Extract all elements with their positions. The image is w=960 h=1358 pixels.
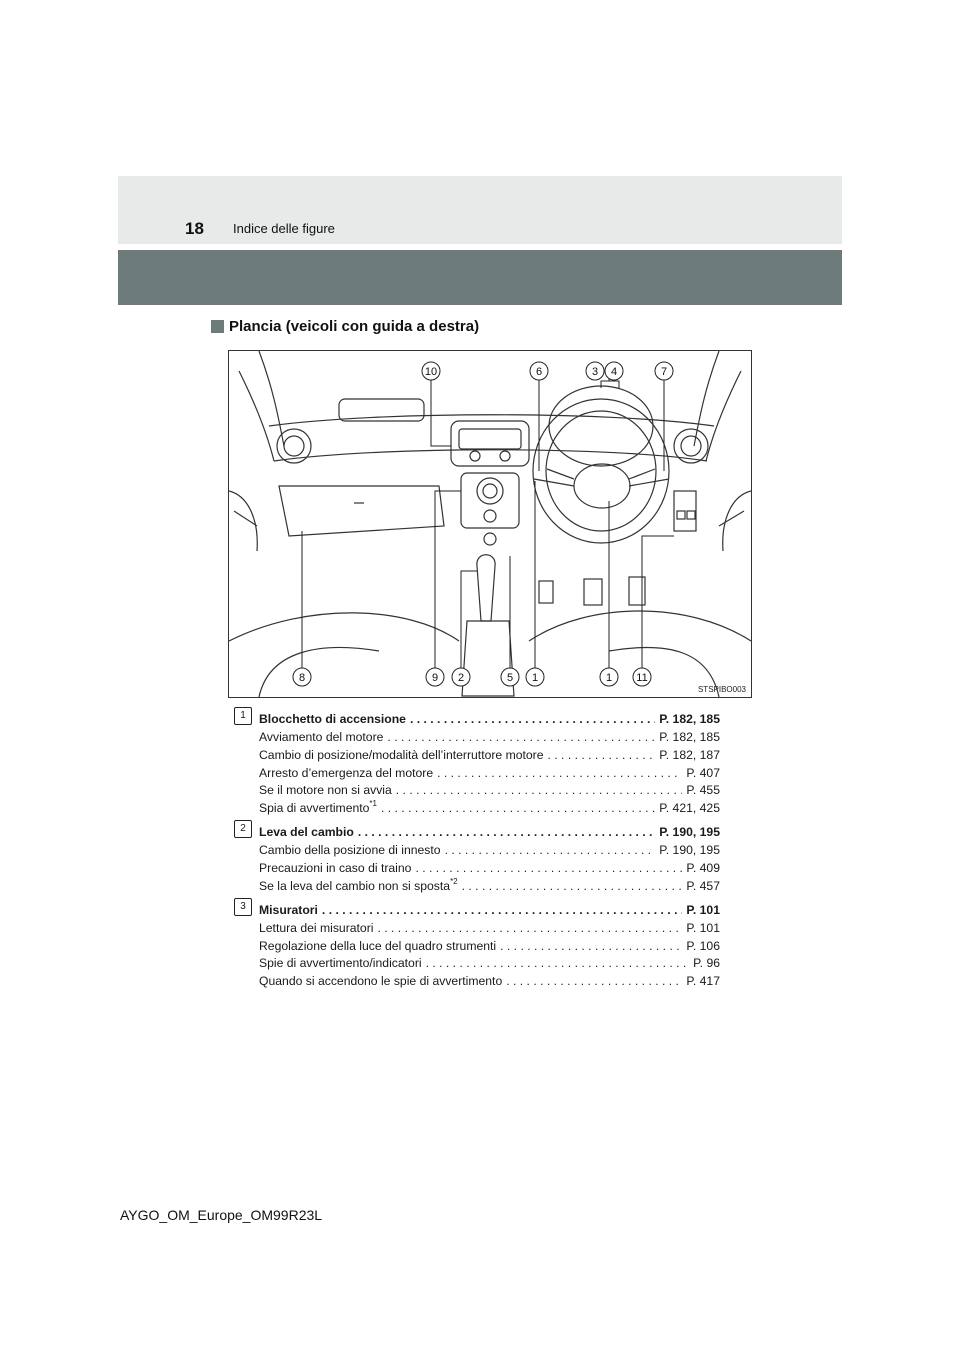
entry-text: Leva del cambio: [259, 825, 354, 839]
entry-line: [259, 800, 720, 816]
entry-text: Spie di avvertimento/indicatori: [259, 956, 422, 970]
page-ref[interactable]: P. 417: [686, 974, 720, 988]
page-ref[interactable]: P. 182, 185: [659, 712, 720, 726]
callout-label: 11: [636, 672, 648, 684]
entry-number-1: 1: [234, 707, 252, 725]
entry-text: [259, 878, 458, 894]
callout-label: 2: [457, 672, 465, 684]
entry-number-3: 3: [234, 898, 252, 916]
leader-dots: [381, 800, 655, 816]
header-title: Indice delle figure: [233, 221, 335, 236]
callout-label: 10: [424, 366, 438, 378]
page-ref[interactable]: P. 96: [693, 956, 720, 970]
entry-text-main: Spia di avvertimento: [259, 801, 370, 815]
leader-dots: [462, 878, 683, 894]
entry-line: [259, 973, 720, 989]
entry-line: [259, 711, 720, 727]
callout-label: 4: [610, 366, 618, 378]
section-heading: [211, 317, 479, 335]
entry-line: [259, 902, 720, 918]
leader-dots: [387, 729, 655, 745]
page-ref[interactable]: P. 190, 195: [659, 825, 720, 839]
entry-text: Regolazione della luce del quadro strumenti: [259, 939, 497, 953]
callout-label: 7: [660, 366, 668, 378]
entry-line: [259, 860, 720, 876]
page-ref[interactable]: P. 106: [686, 939, 720, 953]
entry-text: Lettura dei misuratori: [259, 921, 374, 935]
leader-dots: [396, 782, 683, 798]
header-band: [118, 176, 842, 244]
leader-dots: [415, 860, 682, 876]
entry-line: [259, 747, 720, 763]
entry-text: Arresto d’emergenza del motore: [259, 766, 434, 780]
callout-label: 8: [298, 672, 306, 684]
page-ref[interactable]: P. 421, 425: [659, 801, 720, 815]
leader-dots: [445, 842, 656, 858]
title-band: [118, 250, 842, 305]
entry-number-2: 2: [234, 820, 252, 838]
page-ref[interactable]: P. 190, 195: [659, 843, 720, 857]
entry-line: [259, 878, 720, 894]
page-number: 18: [185, 219, 204, 238]
callout-label: 1: [605, 672, 613, 684]
entry-line: [259, 938, 720, 954]
leader-dots: [506, 973, 682, 989]
entry-text-main: Se la leva del cambio non si sposta: [259, 879, 451, 893]
leader-dots: [410, 711, 655, 727]
callout-label: 9: [431, 672, 439, 684]
dashboard-drawing: [229, 351, 751, 697]
footnote-marker: *1: [369, 798, 377, 808]
page-ref[interactable]: P. 101: [686, 903, 720, 917]
page-ref[interactable]: P. 101: [686, 921, 720, 935]
entry-text: Precauzioni in caso di traino: [259, 861, 412, 875]
entry-text: Misuratori: [259, 903, 318, 917]
page-ref[interactable]: P. 409: [686, 861, 720, 875]
entry-line: [259, 842, 720, 858]
entry-text: Cambio della posizione di innesto: [259, 843, 441, 857]
callout-label: 1: [531, 672, 539, 684]
footer-doc-id: AYGO_OM_Europe_OM99R23L: [120, 1207, 323, 1223]
entry-line: [259, 955, 720, 971]
page-ref[interactable]: P. 182, 185: [659, 730, 720, 744]
dashboard-illustration: [228, 350, 752, 698]
entry-line: [259, 920, 720, 936]
callout-label: 5: [506, 672, 514, 684]
section-title: Plancia (veicoli con guida a destra): [229, 317, 480, 335]
entry-line: [259, 729, 720, 745]
leader-dots: [358, 824, 655, 840]
footnote-marker: *2: [450, 876, 458, 886]
page-ref[interactable]: P. 407: [686, 766, 720, 780]
page-ref[interactable]: P. 182, 187: [659, 748, 720, 762]
callout-label: 3: [591, 366, 599, 378]
entry-line: [259, 765, 720, 781]
entry-text: Cambio di posizione/modalità dell’interruttore motore: [259, 748, 544, 762]
leader-dots: [426, 955, 690, 971]
leader-dots: [437, 765, 682, 781]
entry-text: Quando si accendono le spie di avvertimento: [259, 974, 503, 988]
entry-text: Se il motore non si avvia: [259, 783, 392, 797]
leader-dots: [548, 747, 656, 763]
entry-text: [259, 800, 377, 816]
leader-dots: [500, 938, 682, 954]
figure-code: STSPIBO003: [697, 685, 746, 694]
entry-line: [259, 824, 720, 840]
entry-text: Blocchetto di accensione: [259, 712, 406, 726]
leader-dots: [377, 920, 682, 936]
square-bullet-icon: [211, 320, 224, 333]
page-ref[interactable]: P. 455: [686, 783, 720, 797]
leader-dots: [322, 902, 682, 918]
entry-text: Avviamento del motore: [259, 730, 384, 744]
entry-line: [259, 782, 720, 798]
callout-label: 6: [535, 366, 543, 378]
page-ref[interactable]: P. 457: [686, 879, 720, 893]
